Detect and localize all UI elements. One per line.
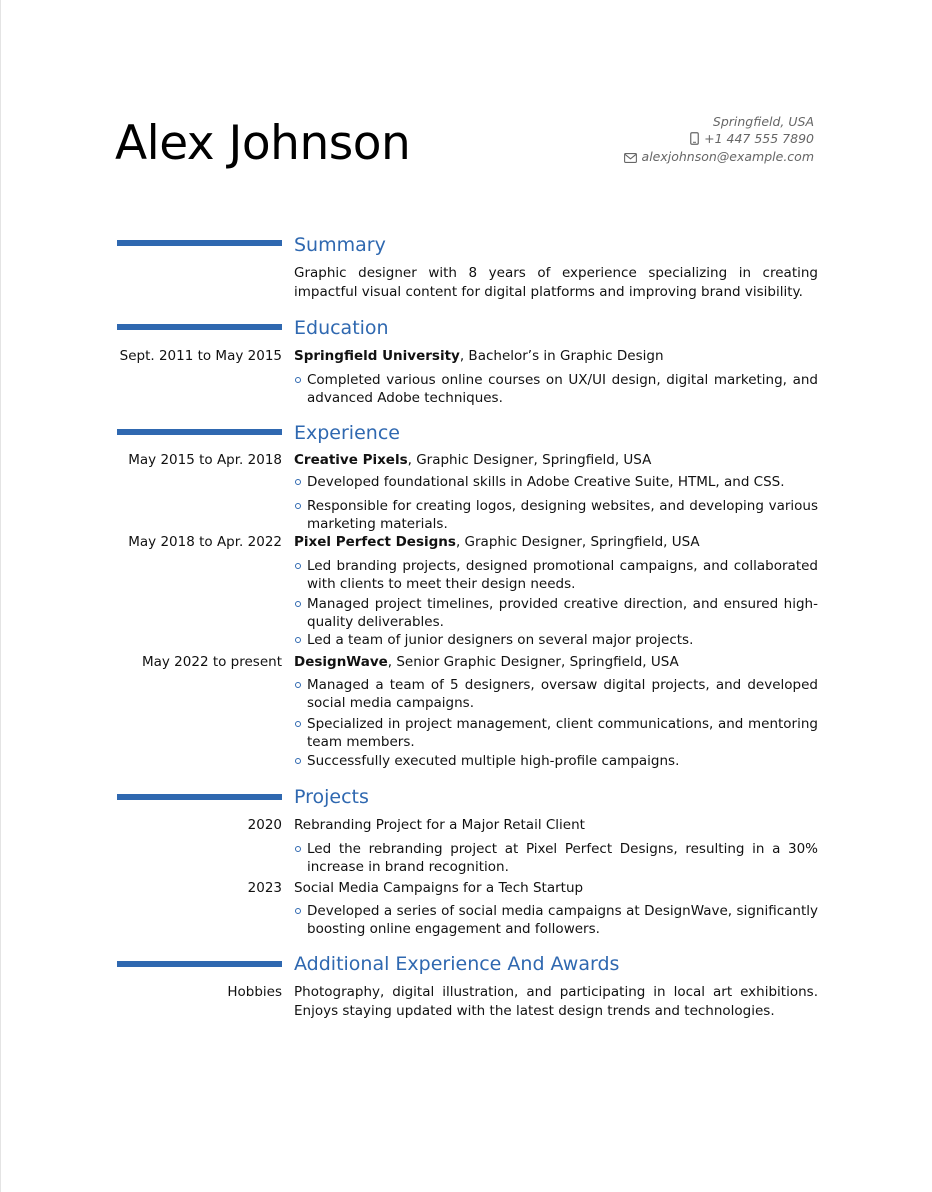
project-name: Social Media Campaigns for a Tech Startup [294, 880, 584, 896]
bullet-circle-icon [295, 503, 301, 509]
job-details: , Graphic Designer, Springfield, USA [455, 534, 700, 550]
list-item [294, 557, 818, 593]
list-item [294, 497, 818, 533]
experience-heading: Experience [294, 422, 400, 444]
project-year: 2020 [247, 817, 282, 833]
bullet-circle-icon [295, 637, 301, 643]
job-heading [294, 653, 818, 671]
bullet-text: Developed a series of social media campaigns at DesignWave, significantly boosting online engagement and followers. [307, 903, 818, 937]
education-entry-heading [294, 347, 818, 365]
email-address[interactable]: alexjohnson@example.com [641, 149, 814, 164]
summary-section-bar [117, 240, 282, 246]
projects-section-bar [117, 794, 282, 800]
location: Springfield, USA [712, 114, 814, 129]
project-name: Rebranding Project for a Major Retail Client [294, 817, 585, 833]
job-details: , Graphic Designer, Springfield, USA [407, 452, 652, 468]
projects-heading: Projects [294, 786, 369, 808]
bullet-text: Responsible for creating logos, designing websites, and developing various marketing materials. [307, 498, 818, 532]
company-name: Creative Pixels [294, 452, 408, 468]
bullet-circle-icon [295, 721, 301, 727]
bullet-text: Led a team of junior designers on several major projects. [307, 632, 694, 648]
phone-line [624, 131, 814, 150]
bullet-text: Specialized in project management, client communications, and mentoring team members. [307, 716, 818, 750]
list-item [294, 595, 818, 631]
job-dates: May 2018 to Apr. 2022 [128, 534, 282, 550]
list-item [294, 676, 818, 712]
page-edge [0, 0, 1, 1192]
email-line [624, 149, 814, 168]
project-year: 2023 [247, 880, 282, 896]
bullet-text: Managed project timelines, provided creative direction, and ensured high-quality deliverables. [307, 596, 818, 630]
company-name: Pixel Perfect Designs [294, 534, 456, 550]
bullet-circle-icon [295, 601, 301, 607]
summary-heading: Summary [294, 234, 386, 256]
bullet-circle-icon [295, 682, 301, 688]
list-item [294, 715, 818, 751]
contact-block [624, 114, 814, 168]
job-heading [294, 533, 818, 551]
bullet-text: Led branding projects, designed promotional campaigns, and collaborated with clients to meet their design needs. [307, 558, 818, 592]
job-heading [294, 451, 818, 469]
additional-text: Photography, digital illustration, and participating in local art exhibitions. Enjoys staying updated with the latest design trends and technologies. [294, 984, 818, 1019]
education-dates: Sept. 2011 to May 2015 [119, 348, 282, 364]
bullet-circle-icon [295, 563, 301, 569]
additional-label: Hobbies [227, 984, 282, 1000]
list-item [294, 631, 818, 649]
bullet-text: Managed a team of 5 designers, oversaw digital projects, and developed social media campaigns. [307, 677, 818, 711]
list-item [294, 902, 818, 938]
education-section-bar [117, 324, 282, 330]
additional-section-bar [117, 961, 282, 967]
phone-number: +1 447 555 7890 [704, 130, 814, 146]
bullet-circle-icon [295, 846, 301, 852]
bullet-circle-icon [295, 908, 301, 914]
bullet-circle-icon [295, 377, 301, 383]
list-item [294, 752, 818, 770]
experience-section-bar [117, 429, 282, 435]
job-dates: May 2022 to present [141, 654, 282, 670]
additional-heading: Additional Experience And Awards [294, 953, 620, 975]
job-details: , Senior Graphic Designer, Springfield, USA [387, 654, 679, 670]
job-dates: May 2015 to Apr. 2018 [128, 452, 282, 468]
bullet-circle-icon [295, 479, 301, 485]
summary-text: Graphic designer with 8 years of experience specializing in creating impactful visual content for digital platforms and improving brand visibility. [294, 265, 818, 300]
list-item [294, 473, 818, 491]
mobile-phone-icon [690, 132, 699, 150]
bullet-text: Completed various online courses on UX/UI design, digital marketing, and advanced Adobe techniques. [307, 372, 818, 406]
list-item [294, 840, 818, 876]
list-item [294, 371, 818, 407]
bullet-text: Led the rebranding project at Pixel Perfect Designs, resulting in a 30% increase in brand recognition. [307, 841, 818, 875]
candidate-name: Alex Johnson [115, 116, 411, 171]
bullet-text: Successfully executed multiple high-profile campaigns. [307, 753, 680, 769]
bullet-text: Developed foundational skills in Adobe Creative Suite, HTML, and CSS. [307, 474, 785, 490]
degree-name: , Bachelor’s in Graphic Design [459, 348, 664, 364]
bullet-circle-icon [295, 758, 301, 764]
envelope-icon [624, 151, 637, 168]
education-heading: Education [294, 317, 389, 339]
institution-name: Springfield University [294, 348, 460, 364]
company-name: DesignWave [294, 654, 388, 670]
